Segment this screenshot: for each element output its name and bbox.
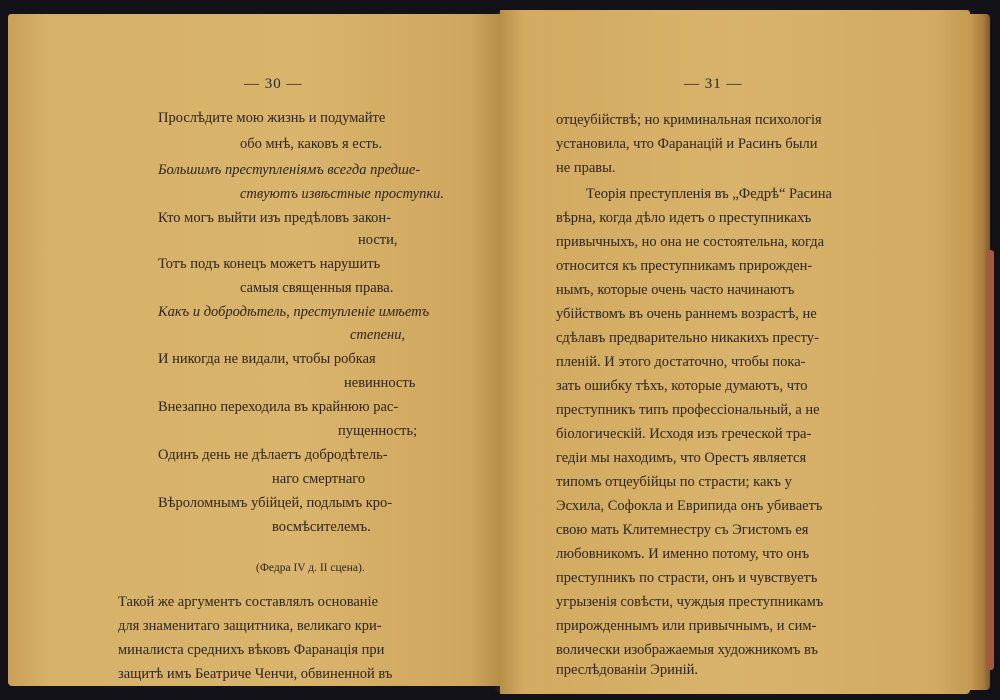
text-line: вѣрна, когда дѣло идетъ о преступникахъ (556, 210, 812, 226)
paragraph-line: защитѣ имъ Беатриче Ченчи, обвиненной въ (118, 666, 393, 682)
poem-line: ности, (358, 232, 398, 248)
text-line: гедіи мы находимъ, что Орестъ является (556, 450, 807, 466)
poem-line: Большимъ преступленіямъ всегда предше- (158, 162, 421, 178)
text-line: біологическій. Исходя изъ греческой тра- (556, 426, 812, 442)
page-number: — 31 — (684, 76, 743, 92)
text-line: типомъ отцеубійцы по страсти; какъ у (556, 474, 792, 490)
poem-line: Тотъ подъ конецъ можетъ нарушить (158, 256, 381, 272)
poem-line: самыя священныя права. (240, 280, 394, 296)
text-line: не правы. (556, 160, 616, 176)
text-line: зать ошибку тѣхъ, которые думаютъ, что (556, 378, 808, 394)
paragraph-line: миналиста среднихъ вѣковъ Фаранація при (118, 642, 385, 658)
poem-line: Одинъ день не дѣлаетъ добродѣтель- (158, 447, 388, 463)
paragraph-line: для знаменитаго защитника, великаго кри- (118, 618, 382, 634)
poem-line: восмѣсителемъ. (272, 519, 371, 535)
poem-line: невинность (344, 375, 416, 391)
poem-line: степени, (350, 327, 406, 343)
text-line: отцеубійствѣ; но криминальная психологія (556, 112, 822, 128)
text-line: пленій. И этого достаточно, чтобы пока- (556, 354, 806, 370)
text-line: любовникомъ. И именно потому, что онъ (556, 546, 810, 562)
poem-line: ствуютъ извѣстные проступки. (240, 186, 444, 202)
cover-edge (986, 250, 994, 670)
text-line: свою мать Клитемнестру съ Эгистомъ ея (556, 522, 809, 538)
text-line: волически изображаемыя художникомъ въ (556, 642, 818, 658)
text-line: нымъ, которые очень часто начинаютъ (556, 282, 795, 298)
text-line: угрызенія совѣсти, чуждыя преступникамъ (556, 594, 824, 610)
poem-line: И никогда не видали, чтобы робкая (158, 351, 376, 367)
poem-line: Вѣроломнымъ убійцей, подлымъ кро- (158, 495, 393, 511)
text-line: привычныхъ, но она не состоятельна, когда (556, 234, 825, 250)
text-line: относится къ преступникамъ прирожден- (556, 258, 813, 274)
text-line: преступникъ типъ профессіональный, а не (556, 402, 820, 418)
poem-line: Кто могъ выйти изъ предѣловъ закон- (158, 210, 391, 226)
poem-line: Внезапно переходила въ крайнюю рас- (158, 399, 399, 415)
poem-line: Прослѣдите мою жизнь и подумайте (158, 110, 386, 126)
text-line: установила, что Фаранацій и Расинъ были (556, 136, 818, 152)
text-line: убійствомъ въ очень раннемъ возрастѣ, не (556, 306, 817, 322)
text-line: преступникъ по страсти, онъ и чувствуетъ (556, 570, 818, 586)
poem-line: пущенность; (338, 423, 418, 439)
paragraph-line: Такой же аргументъ составлялъ основаніе (118, 594, 379, 610)
text-line: Эсхила, Софокла и Еврипида онъ убиваетъ (556, 498, 823, 514)
text-line: Теорія преступленія въ „Федрѣ“ Расина (586, 186, 832, 202)
poem-line: обо мнѣ, каковъ я есть. (240, 136, 383, 152)
page-number: — 30 — (244, 76, 303, 92)
left-page (8, 14, 500, 686)
poem-line: Какъ и добродѣтель, преступленіе имѣетъ (158, 304, 430, 320)
source-citation: (Федра IV д. II сцена). (256, 562, 365, 574)
text-line: преслѣдованіи Эриній. (556, 662, 698, 678)
right-page (500, 10, 970, 694)
poem-line: наго смертнаго (272, 471, 366, 487)
text-line: сдѣлавъ предварительно никакихъ престу- (556, 330, 819, 346)
text-line: прирожденнымъ или привычнымъ, и сим- (556, 618, 817, 634)
